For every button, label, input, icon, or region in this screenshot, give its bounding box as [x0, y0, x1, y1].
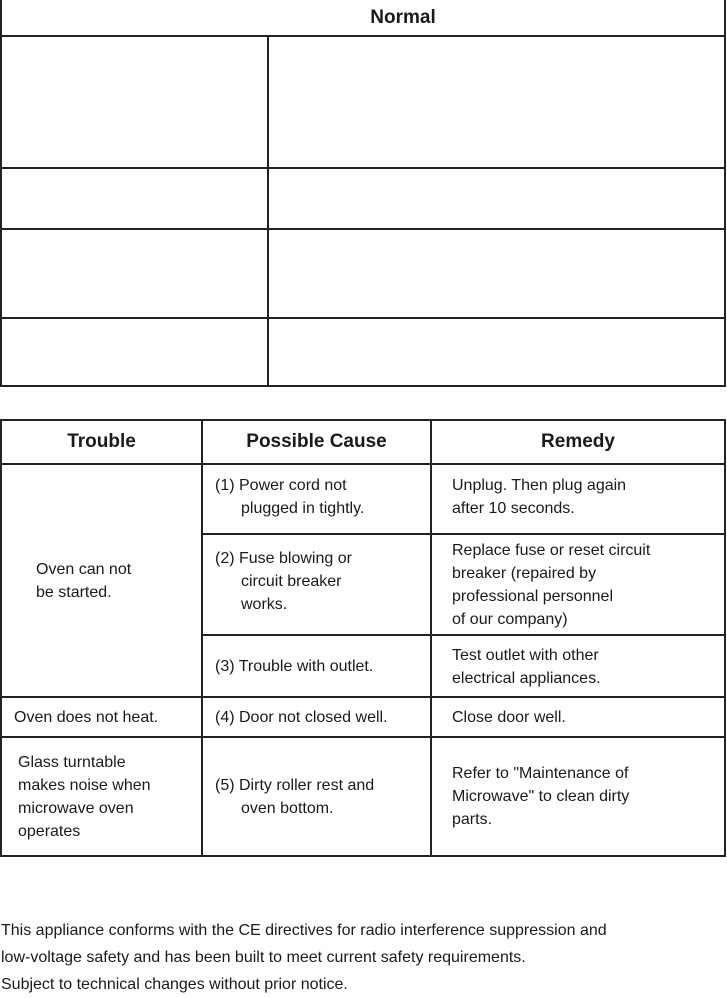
- cause-cell: [203, 465, 432, 533]
- table-row: [203, 535, 724, 636]
- table-cell: [269, 37, 724, 167]
- table-cell: [2, 230, 269, 317]
- trouble-text: be started.: [36, 583, 112, 601]
- table-row: [2, 169, 724, 230]
- remedy-text: Unplug. Then plug again: [452, 477, 627, 494]
- cause-text: circuit breaker: [241, 573, 342, 590]
- remedy-text: Microwave" to clean dirty: [452, 788, 630, 805]
- remedy-cell: [432, 698, 724, 736]
- trouble-text: makes noise when: [18, 776, 151, 794]
- cause-remedy-column: [203, 698, 724, 736]
- cause-text: (1) Power cord not: [215, 477, 347, 494]
- table-cell: [269, 319, 724, 385]
- table-cell: [2, 37, 269, 167]
- table-row: [2, 319, 724, 385]
- trouble-text: Glass turntable: [18, 753, 126, 771]
- table-cell: [2, 319, 269, 385]
- cause-text: plugged in tightly.: [241, 500, 365, 517]
- table-row: [2, 37, 724, 169]
- remedy-cell: [432, 465, 724, 533]
- remedy-text: breaker (repaired by: [452, 565, 597, 582]
- cause-text: works.: [241, 596, 288, 613]
- cause-text: (2) Fuse blowing or: [215, 550, 352, 567]
- cause-text: oven bottom.: [241, 799, 334, 817]
- cause-remedy-column: [203, 738, 724, 855]
- remedy-text: professional personnel: [452, 588, 613, 605]
- trouble-group-no-heat: [2, 698, 724, 738]
- notice-line: low-voltage safety and has been built to meet current safety requirements.: [1, 949, 526, 966]
- troubleshooting-table: [0, 419, 726, 857]
- remedy-text: Close door well.: [452, 708, 566, 726]
- trouble-group-oven-not-start: [2, 465, 724, 698]
- table-cell: [2, 169, 269, 228]
- table-cell: [269, 169, 724, 228]
- cause-text: (5) Dirty roller rest and: [215, 776, 375, 794]
- header-trouble: Trouble: [2, 421, 203, 463]
- table-row: [2, 230, 724, 319]
- trouble-text: microwave oven: [18, 799, 134, 817]
- trouble-group-turntable-noise: [2, 738, 724, 855]
- remedy-cell: [432, 738, 724, 855]
- table-cell: [269, 230, 724, 317]
- table-header-row: [2, 421, 724, 465]
- remedy-text: of our company): [452, 611, 568, 628]
- trouble-cell: [2, 738, 203, 855]
- compliance-notice: [1, 917, 727, 998]
- table-row: [203, 698, 724, 736]
- table-row: [203, 636, 724, 696]
- cause-cell: [203, 698, 432, 736]
- header-possible-cause: Possible Cause: [203, 421, 432, 463]
- table-row: [203, 738, 724, 855]
- remedy-cell: [432, 636, 724, 696]
- cause-text: (4) Door not closed well.: [215, 708, 388, 726]
- remedy-text: parts.: [452, 811, 493, 828]
- remedy-text: after 10 seconds.: [452, 500, 575, 517]
- notice-line: This appliance conforms with the CE directives for radio interference suppression and: [1, 922, 607, 939]
- trouble-text: operates: [18, 822, 81, 840]
- trouble-cell: [2, 698, 203, 736]
- remedy-text: Refer to "Maintenance of: [452, 765, 629, 782]
- remedy-text: Replace fuse or reset circuit: [452, 542, 651, 559]
- trouble-text: Oven does not heat.: [14, 708, 159, 726]
- cause-cell: [203, 535, 432, 634]
- normal-table-title: Normal: [2, 0, 724, 37]
- cause-text: (3) Trouble with outlet.: [215, 658, 374, 675]
- cause-cell: [203, 636, 432, 696]
- remedy-text: electrical appliances.: [452, 670, 601, 687]
- trouble-text: Oven can not: [36, 560, 132, 578]
- header-remedy: Remedy: [541, 431, 615, 452]
- normal-table: [0, 0, 726, 387]
- cause-remedy-column: [203, 465, 724, 696]
- trouble-cell: [2, 465, 203, 696]
- cause-cell: [203, 738, 432, 855]
- notice-line: Subject to technical changes without prior notice.: [1, 976, 348, 993]
- table-row: [203, 465, 724, 535]
- remedy-cell: [432, 535, 724, 634]
- remedy-text: Test outlet with other: [452, 647, 599, 664]
